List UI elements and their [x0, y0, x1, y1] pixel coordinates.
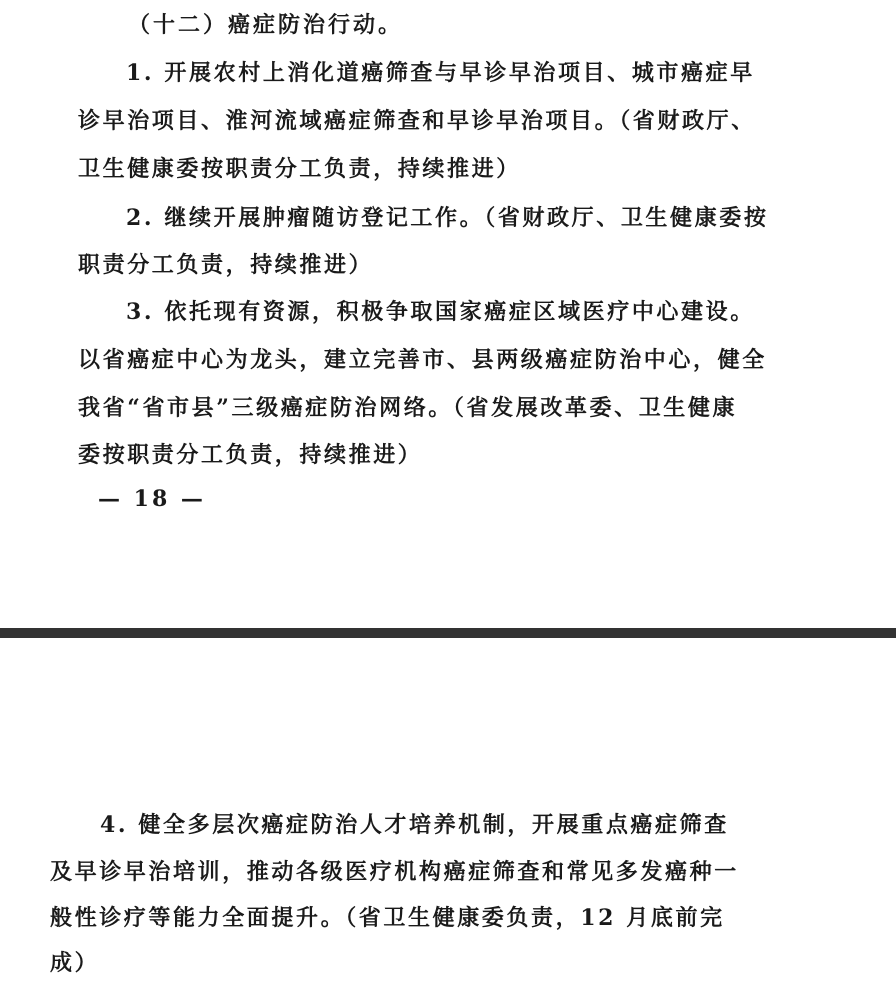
paragraph-line: 成）	[50, 950, 100, 976]
paragraph-line: 我省“省市县”三级癌症防治网络。（省发展改革委、卫生健康	[78, 395, 738, 421]
page-separator	[0, 628, 896, 638]
paragraph-line: 般性诊疗等能力全面提升。（省卫生健康委负责，12 月底前完	[50, 905, 725, 931]
paragraph-line: 以省癌症中心为龙头，建立完善市、县两级癌症防治中心，健全	[78, 347, 767, 373]
document-page-bottom	[0, 638, 896, 988]
paragraph-line: 委按职责分工负责，持续推进）	[78, 442, 423, 468]
paragraph-line: 3. 依托现有资源，积极争取国家癌症区域医疗中心建设。	[126, 299, 755, 325]
paragraph-line: 卫生健康委按职责分工负责，持续推进）	[78, 156, 521, 182]
page-number: — 18 —	[98, 486, 206, 512]
paragraph-line: 1. 开展农村上消化道癌筛查与早诊早治项目、城市癌症早	[126, 60, 755, 86]
section-heading: （十二）癌症防治行动。	[128, 12, 404, 38]
paragraph-line: 职责分工负责，持续推进）	[78, 252, 374, 278]
paragraph-line: 诊早治项目、淮河流域癌症筛查和早诊早治项目。（省财政厅、	[78, 108, 756, 134]
paragraph-line: 2. 继续开展肿瘤随访登记工作。（省财政厅、卫生健康委按	[126, 205, 769, 231]
paragraph-line: 及早诊早治培训，推动各级医疗机构癌症筛查和常见多发癌种一	[50, 859, 739, 885]
paragraph-line: 4. 健全多层次癌症防治人才培养机制，开展重点癌症筛查	[100, 812, 729, 838]
